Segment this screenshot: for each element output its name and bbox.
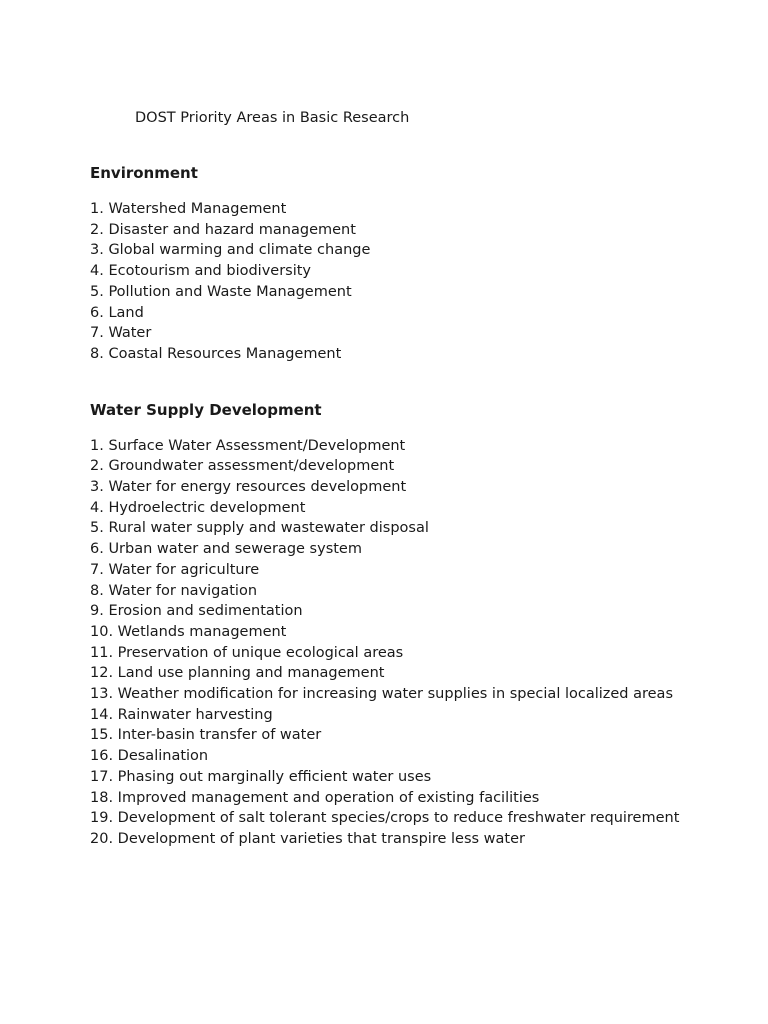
list-item: 15. Inter-basin transfer of water [90, 727, 322, 744]
document-title: DOST Priority Areas in Basic Research [135, 110, 410, 126]
list-item: 6. Urban water and sewerage system [90, 541, 362, 558]
environment-list [90, 199, 690, 365]
list-item: 17. Phasing out marginally efficient water uses [90, 768, 432, 785]
list-item: 2. Groundwater assessment/development [90, 458, 395, 475]
list-item: 8. Coastal Resources Management [90, 345, 342, 362]
list-item: 9. Erosion and sedimentation [90, 603, 303, 620]
list-item: 5. Pollution and Waste Management [90, 283, 352, 300]
section-heading-water-supply: Water Supply Development [90, 400, 322, 419]
list-item: 7. Water for agriculture [90, 561, 260, 578]
list-item: 3. Global warming and climate change [90, 242, 371, 259]
section-heading-environment: Environment [90, 164, 198, 182]
list-item: 1. Watershed Management [90, 201, 287, 217]
list-item: 4. Hydroelectric development [90, 499, 306, 516]
list-item: 2. Disaster and hazard management [90, 221, 356, 238]
list-item: 7. Water [90, 325, 152, 342]
list-item: 12. Land use planning and management [90, 665, 385, 682]
list-item: 11. Preservation of unique ecological areas [90, 644, 404, 661]
list-item: 14. Rainwater harvesting [90, 706, 273, 723]
list-item: 20. Development of plant varieties that transpire less water [90, 830, 525, 847]
list-item: 5. Rural water supply and wastewater disposal [90, 520, 429, 537]
list-item: 10. Wetlands management [90, 623, 287, 640]
list-item: 8. Water for navigation [90, 582, 258, 599]
list-item: 19. Development of salt tolerant species/crops to reduce freshwater requirement [90, 810, 680, 827]
list-item: 18. Improved management and operation of existing facilities [90, 789, 540, 806]
list-item: 1. Surface Water Assessment/Development [90, 437, 406, 454]
document-page [90, 108, 690, 850]
list-item: 4. Ecotourism and biodiversity [90, 263, 312, 280]
list-item: 3. Water for energy resources development [90, 479, 407, 496]
list-item: 16. Desalination [90, 748, 209, 765]
list-item: 6. Land [90, 304, 144, 321]
water-supply-list [90, 436, 690, 850]
list-item: 13. Weather modification for increasing water supplies in special localized areas [90, 686, 674, 703]
